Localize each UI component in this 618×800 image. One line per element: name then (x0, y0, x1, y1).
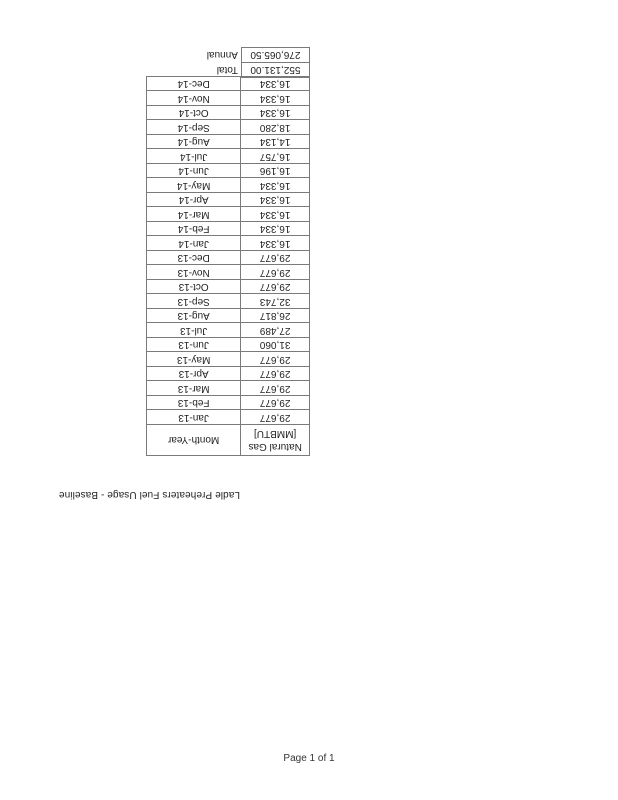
month-cell: Dec-14 (147, 77, 241, 92)
gas-value-cell: 29,677 (241, 280, 310, 295)
table-row (147, 251, 310, 266)
month-cell: Mar-13 (147, 381, 241, 396)
month-cell: Mar-14 (147, 207, 241, 222)
table-row (147, 294, 310, 309)
annual-row (147, 48, 310, 63)
gas-value-cell: 16,196 (241, 164, 310, 179)
month-cell: Jun-14 (147, 164, 241, 179)
table-row (147, 323, 310, 338)
gas-value-cell: 16,757 (241, 149, 310, 164)
gas-value-cell: 16,334 (241, 236, 310, 251)
gas-value-cell: 16,334 (241, 193, 310, 208)
annual-label: Annual (206, 49, 238, 61)
gas-value-cell: 26,817 (241, 309, 310, 324)
month-cell: Oct-14 (147, 106, 241, 121)
gas-value-cell: 18,280 (241, 120, 310, 135)
month-cell: Sep-14 (147, 120, 241, 135)
month-cell: Jan-13 (147, 410, 241, 425)
table-row (147, 352, 310, 367)
gas-value-cell: 29,677 (241, 396, 310, 411)
month-cell: Jul-13 (147, 323, 241, 338)
gas-column-header (241, 425, 310, 456)
gas-value-cell: 29,677 (241, 410, 310, 425)
fuel-usage-table (146, 76, 310, 456)
gas-value-cell: 14,134 (241, 135, 310, 150)
gas-value-cell: 16,334 (241, 207, 310, 222)
gas-value-cell: 31,060 (241, 338, 310, 353)
month-cell: Jun-13 (147, 338, 241, 353)
month-cell: Oct-13 (147, 280, 241, 295)
table-row (147, 106, 310, 121)
total-value: 552,131.00 (241, 63, 309, 78)
table-row (147, 193, 310, 208)
document-title: Ladle Preheaters Fuel Usage - Baseline (58, 489, 240, 500)
table-row (147, 410, 310, 425)
month-cell: Jul-14 (147, 149, 241, 164)
total-label: Total (216, 64, 238, 76)
month-cell: Aug-13 (147, 309, 241, 324)
gas-header-line2: [MMBTU] (254, 428, 297, 439)
table-row (147, 396, 310, 411)
table-row (147, 120, 310, 135)
month-cell: May-13 (147, 352, 241, 367)
gas-value-cell: 29,677 (241, 381, 310, 396)
total-row (147, 63, 310, 78)
gas-value-cell: 27,489 (241, 323, 310, 338)
month-cell: Aug-14 (147, 135, 241, 150)
table-row (147, 135, 310, 150)
month-cell: Dec-13 (147, 251, 241, 266)
month-cell: Jan-14 (147, 236, 241, 251)
table-row (147, 309, 310, 324)
table-row (147, 280, 310, 295)
gas-value-cell: 32,743 (241, 294, 310, 309)
month-cell: Apr-14 (147, 193, 241, 208)
table-row (147, 222, 310, 237)
table-row (147, 338, 310, 353)
table-row (147, 367, 310, 382)
gas-header-line1: Natural Gas (248, 441, 302, 452)
table-row (147, 236, 310, 251)
gas-value-cell: 16,334 (241, 91, 310, 106)
annual-value: 276,065.50 (241, 48, 309, 63)
gas-value-cell: 29,677 (241, 265, 310, 280)
month-column-header: Month-Year (147, 425, 241, 456)
table-header-row (147, 425, 310, 456)
month-cell: Sep-13 (147, 294, 241, 309)
month-cell: May-14 (147, 178, 241, 193)
gas-value-cell: 29,677 (241, 367, 310, 382)
month-cell: Feb-14 (147, 222, 241, 237)
gas-value-cell: 16,334 (241, 222, 310, 237)
gas-value-cell: 29,677 (241, 251, 310, 266)
table-row (147, 91, 310, 106)
table-row (147, 164, 310, 179)
table-row (147, 178, 310, 193)
gas-value-cell: 16,334 (241, 178, 310, 193)
table-row (147, 265, 310, 280)
gas-value-cell: 16,334 (241, 106, 310, 121)
table-row (147, 207, 310, 222)
table-row (147, 381, 310, 396)
month-cell: Nov-13 (147, 265, 241, 280)
page-footer: Page 1 of 1 (283, 753, 335, 764)
month-cell: Nov-14 (147, 91, 241, 106)
gas-value-cell: 29,677 (241, 352, 310, 367)
table-row (147, 77, 310, 92)
month-cell: Feb-13 (147, 396, 241, 411)
summary-table (146, 47, 310, 78)
month-cell: Apr-13 (147, 367, 241, 382)
table-row (147, 149, 310, 164)
gas-value-cell: 16,334 (241, 77, 310, 92)
